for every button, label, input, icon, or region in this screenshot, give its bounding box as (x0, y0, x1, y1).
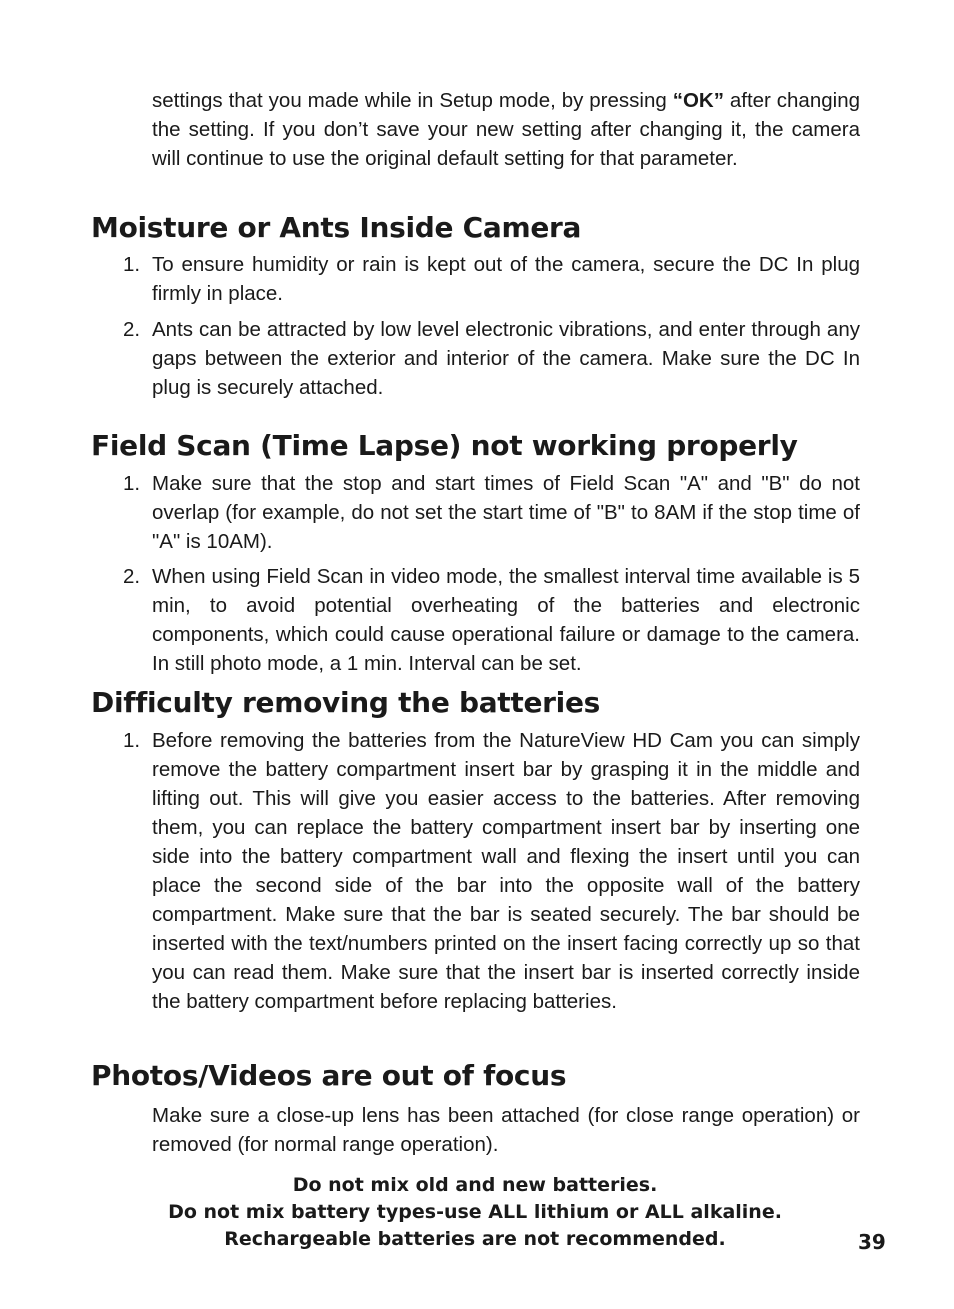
list-item-number: 1. (123, 253, 141, 276)
page-number: 39 (858, 1230, 886, 1254)
list-item-text: To ensure humidity or rain is kept out of the camera, secure the DC In plug firmly in place. (152, 253, 860, 305)
list-item (123, 469, 860, 556)
list-item-number: 1. (123, 472, 141, 495)
heading-batteries: Difficulty removing the batteries (91, 686, 601, 719)
list-item-number: 1. (123, 729, 141, 752)
list-item-text: When using Field Scan in video mode, the smallest interval time available is 5 min, to avoid potential overheating of the batteries and electronic components, which could cause operational failure or damage to the camera. In still photo mode, a 1 min. Interval can be set. (152, 565, 860, 675)
list-item (123, 315, 860, 402)
list-item-number: 2. (123, 318, 141, 341)
intro-text-before: settings that you made while in Setup mode, by pressing (152, 89, 673, 112)
list-item (123, 562, 860, 678)
heading-moisture: Moisture or Ants Inside Camera (91, 211, 582, 244)
intro-text-after: after changing the setting. If you don’t save your new setting after changing it, the camera will continue to use the original default setting for that parameter. (152, 89, 860, 170)
list-item-text: Before removing the batteries from the NatureView HD Cam you can simply remove the battery compartment insert bar by grasping it in the middle and lifting out. This will give you easier access to the batteries. After removing them, you can replace the battery compartment insert bar by inserting one side into the battery compartment wall and flexing the insert until you can place the second side of the bar into the opposite wall of the battery compartment. Make sure that the bar is seated securely. The bar should be inserted with the text/numbers printed on the insert facing correctly up so that you can read them. Make sure that the insert bar is inserted correctly inside the battery compartment before replacing batteries. (152, 729, 860, 1013)
warning-line: Do not mix battery types-use ALL lithium or ALL alkaline. (168, 1201, 782, 1223)
ok-label: “OK” (672, 89, 724, 112)
focus-paragraph: Make sure a close-up lens has been attached (for close range operation) or removed (for normal range operation). (152, 1104, 860, 1156)
list-item-number: 2. (123, 565, 141, 588)
heading-focus: Photos/Videos are out of focus (91, 1059, 567, 1092)
list-item-text: Ants can be attracted by low level electronic vibrations, and enter through any gaps between the exterior and interior of the camera. Make sure the DC In plug is securely attached. (152, 318, 860, 399)
heading-field-scan: Field Scan (Time Lapse) not working properly (91, 429, 798, 462)
warning-line: Rechargeable batteries are not recommended. (224, 1228, 726, 1250)
list-item-text: Make sure that the stop and start times of Field Scan "A" and "B" do not overlap (for example, do not set the start time of "B" to 8AM if the stop time of "A" is 10AM). (152, 472, 860, 553)
battery-warning (130, 1172, 820, 1253)
list-item (123, 250, 860, 308)
warning-line: Do not mix old and new batteries. (292, 1174, 658, 1196)
list-item (123, 726, 860, 1016)
intro-paragraph (152, 86, 860, 173)
